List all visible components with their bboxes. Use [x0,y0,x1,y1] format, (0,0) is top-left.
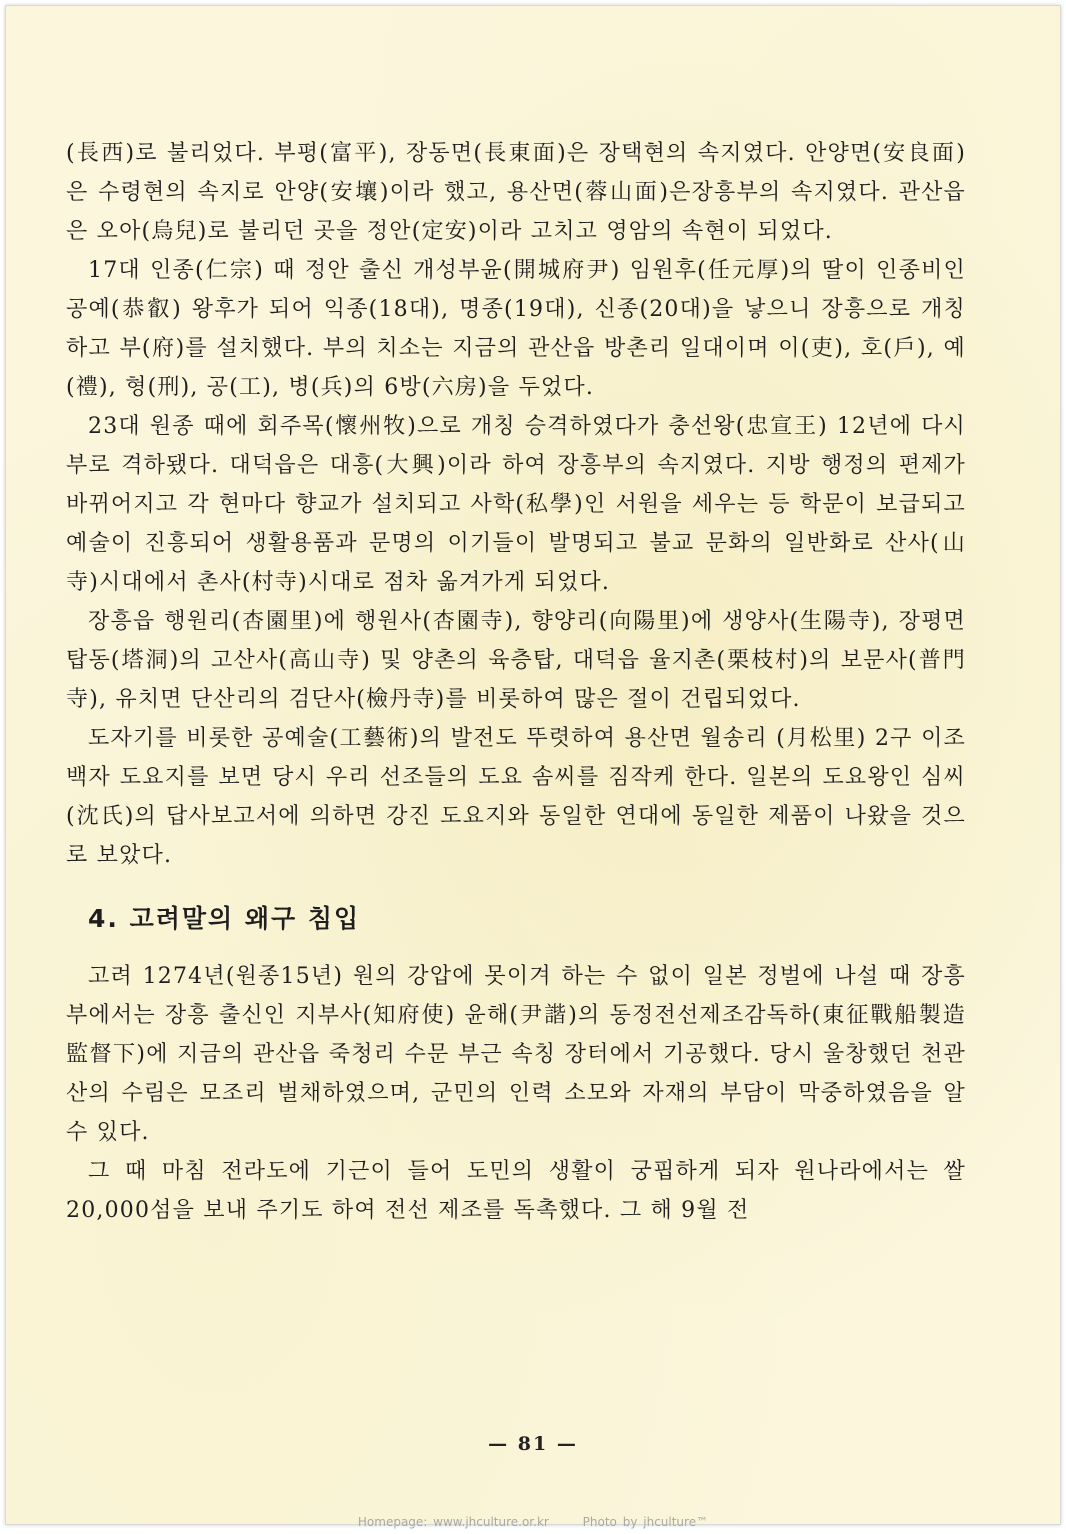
paragraph: 고려 1274년(원종15년) 원의 강압에 못이겨 하는 수 없이 일본 정벌에 나설 때 장흥부에서는 장흥 출신인 지부사(知府使) 윤해(尹諧)의 동정전선제조감독하(東征戰船製造監督下)에 지금의 관산읍 죽청리 수문 부근 속칭 장터에서 기공했다. 당시 울창했던 천관산의 수림은 모조리 벌채하였으며, 군민의 인력 소모와 자재의 부담이 막중하였음을 알 수 있다. [66,964,966,1145]
section-heading: 4. 고려말의 왜구 침입 [88,904,361,933]
page-body [66,134,966,1230]
paragraph: 도자기를 비롯한 공예술(工藝術)의 발전도 뚜렷하여 용산면 월송리 (月松里) 2구 이조백자 도요지를 보면 당시 우리 선조들의 도요 솜씨를 짐작케 한다. 일본의 도요왕인 심씨(沈氏)의 답사보고서에 의하면 강진 도요지와 동일한 연대에 동일한 제품이 나왔을 것으로 보았다. [66,726,966,868]
scanned-page [5,5,1061,1525]
site-footer [0,1515,1066,1529]
paragraph: 그 때 마침 전라도에 기근이 들어 도민의 생활이 궁핍하게 되자 원나라에서는 쌀 20,000섬을 보내 주기도 하여 전선 제조를 독촉했다. 그 해 9월 전 [66,1159,966,1223]
photo-credit: Photo by jhculture™ [582,1515,709,1529]
homepage-link[interactable]: Homepage: www.jhculture.or.kr [357,1515,549,1529]
paragraph-group-before [66,134,966,875]
page-number: — 81 — [488,1433,578,1455]
paragraph: 17대 인종(仁宗) 때 정안 출신 개성부윤(開城府尹) 임원후(任元厚)의 딸이 인종비인 공예(恭叡) 왕후가 되어 익종(18대), 명종(19대), 신종(20대)을 낳으니 장흥으로 개칭하고 부(府)를 설치했다. 부의 치소는 지금의 관산읍 방촌리 일대이며 이(吏), 호(戶), 예(禮), 형(刑), 공(工), 병(兵)의 6방(六房)을 두었다. [66,258,966,400]
paragraph: (長西)로 불리었다. 부평(富平), 장동면(長東面)은 장택현의 속지였다. 안양면(安良面)은 수령현의 속지로 안양(安壤)이라 했고, 용산면(蓉山面)은장흥부의 속지였다. 관산읍은 오아(烏兒)로 불리던 곳을 정안(定安)이라 고치고 영암의 속현이 되었다. [66,141,966,244]
paragraph: 장흥읍 행원리(杏園里)에 행원사(杏園寺), 향양리(向陽里)에 생양사(生陽寺), 장평면 탑동(塔洞)의 고산사(高山寺) 및 양촌의 육층탑, 대덕읍 율지촌(栗枝村)의 보문사(普門寺), 유치면 단산리의 검단사(檢丹寺)를 비롯하여 많은 절이 건립되었다. [66,609,966,712]
paragraph-group-after [66,957,966,1230]
paragraph: 23대 원종 때에 회주목(懷州牧)으로 개칭 승격하였다가 충선왕(忠宣王) 12년에 다시 부로 격하됐다. 대덕읍은 대흥(大興)이라 하여 장흥부의 속지였다. 지방 행정의 편제가 바뀌어지고 각 현마다 향교가 설치되고 사학(私學)인 서원을 세우는 등 학문이 보급되고 예술이 진흥되어 생활용품과 문명의 이기들이 발명되고 불교 문화의 일반화로 산사(山寺)시대에서 촌사(村寺)시대로 점차 옮겨가게 되었다. [66,414,966,595]
